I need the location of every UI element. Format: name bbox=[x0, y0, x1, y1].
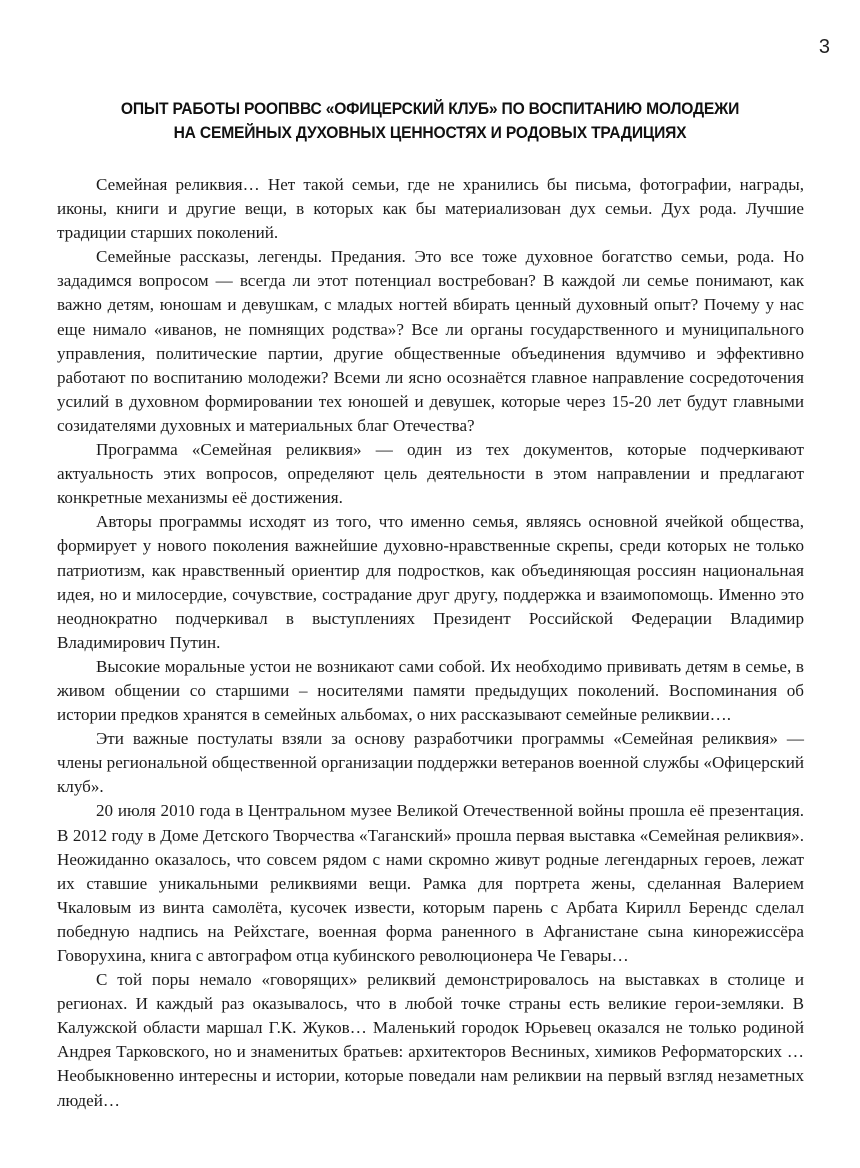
page-number: 3 bbox=[818, 36, 830, 58]
paragraph: Семейные рассказы, легенды. Предания. Это все тоже духовное богатство семьи, рода. Но зададимся вопросом — всегда ли этот потенциал востребован? В каждой ли семье понимают, как важно детям, юношам и девушкам, с младых ногтей вбирать ценный духовный опыт? Почему у нас еще нимало «иванов, не помнящих родства»? Все ли органы государственного и муниципального управления, политические партии, другие общественные объединения вдумчиво и эффективно работают по воспитанию молодежи? Всеми ли ясно осознаётся главное направление сосредоточения усилий в духовном формировании тех юношей и девушек, которые через 15-20 лет будут главными созидателями духовных и материальных благ Отечества? bbox=[57, 247, 804, 435]
page-title bbox=[60, 97, 800, 145]
paragraph: 20 июля 2010 года в Центральном музее Великой Отечественной войны прошла её презентация. В 2012 году в Доме Детского Творчества «Таганский» прошла первая выставка «Семейная реликвия». Неожиданно оказалось, что совсем рядом с нами скромно живут родные легендарных героев, лежат их ставшие уникальными реликвиями вещи. Рамка для портрета жены, сделанная Валерием Чкаловым из винта самолёта, кусочек извести, которым парень с Арбата Кирилл Берендс сделал победную надпись на Рейхстаге, военная форма раненного в Афганистане сына кинорежиссёра Говорухина, книга с автографом отца кубинского революционера Че Гевары… bbox=[57, 801, 804, 965]
title-line-1: ОПЫТ РАБОТЫ РООПВВС «ОФИЦЕРСКИЙ КЛУБ» ПО ВОСПИТАНИЮ МОЛОДЕЖИ bbox=[120, 99, 740, 118]
paragraph: Эти важные постулаты взяли за основу разработчики программы «Семейная реликвия» — члены региональной общественной организации поддержки ветеранов военной службы «Офицерский клуб». bbox=[57, 729, 804, 797]
paragraph: Программа «Семейная реликвия» — один из тех документов, которые подчеркивают актуальность этих вопросов, определяют цель деятельности в этом направлении и предлагают конкретные механизмы её достижения. bbox=[57, 440, 804, 508]
paragraph: Авторы программы исходят из того, что именно семья, являясь основной ячейкой общества, формирует у нового поколения важнейшие духовно-нравственные скрепы, среди которых не только патриотизм, как нравственный ориентир для подростков, как объединяющая россиян национальная идея, но и милосердие, сочувствие, сострадание друг другу, поддержка и взаимопомощь. Именно это неоднократно подчеркивал в выступлениях Президент Российской Федерации Владимир Владимирович Путин. bbox=[57, 512, 804, 652]
article-body bbox=[57, 173, 804, 1113]
paragraph: Высокие моральные устои не возникают сами собой. Их необходимо прививать детям в семье, в живом общении со старшими – носителями памяти предыдущих поколений. Воспоминания об истории предков хранятся в семейных альбомах, о них рассказывают семейные реликвии…. bbox=[57, 656, 804, 725]
paragraph: Семейная реликвия… Нет такой семьи, где не хранились бы письма, фотографии, награды, иконы, книги и другие вещи, в которых как бы материализован дух семьи. Дух рода. Лучшие традиции старших поколений. bbox=[57, 175, 804, 243]
title-line-2: НА СЕМЕЙНЫХ ДУХОВНЫХ ЦЕННОСТЯХ И РОДОВЫХ ТРАДИЦИЯХ bbox=[173, 123, 687, 142]
paragraph: С той поры немало «говорящих» реликвий демонстрировалось на выставках в столице и регионах. И каждый раз оказывалось, что в любой точке страны есть великие герои-земляки. В Калужской области маршал Г.К. Жуков… Маленький городок Юрьевец оказался не только родиной Андрея Тарковского, но и знаменитых братьев: архитекторов Весниных, химиков Реформаторских … Необыкновенно интересны и истории, которые поведали нам реликвии на первый взгляд незаметных людей… bbox=[57, 970, 804, 1110]
